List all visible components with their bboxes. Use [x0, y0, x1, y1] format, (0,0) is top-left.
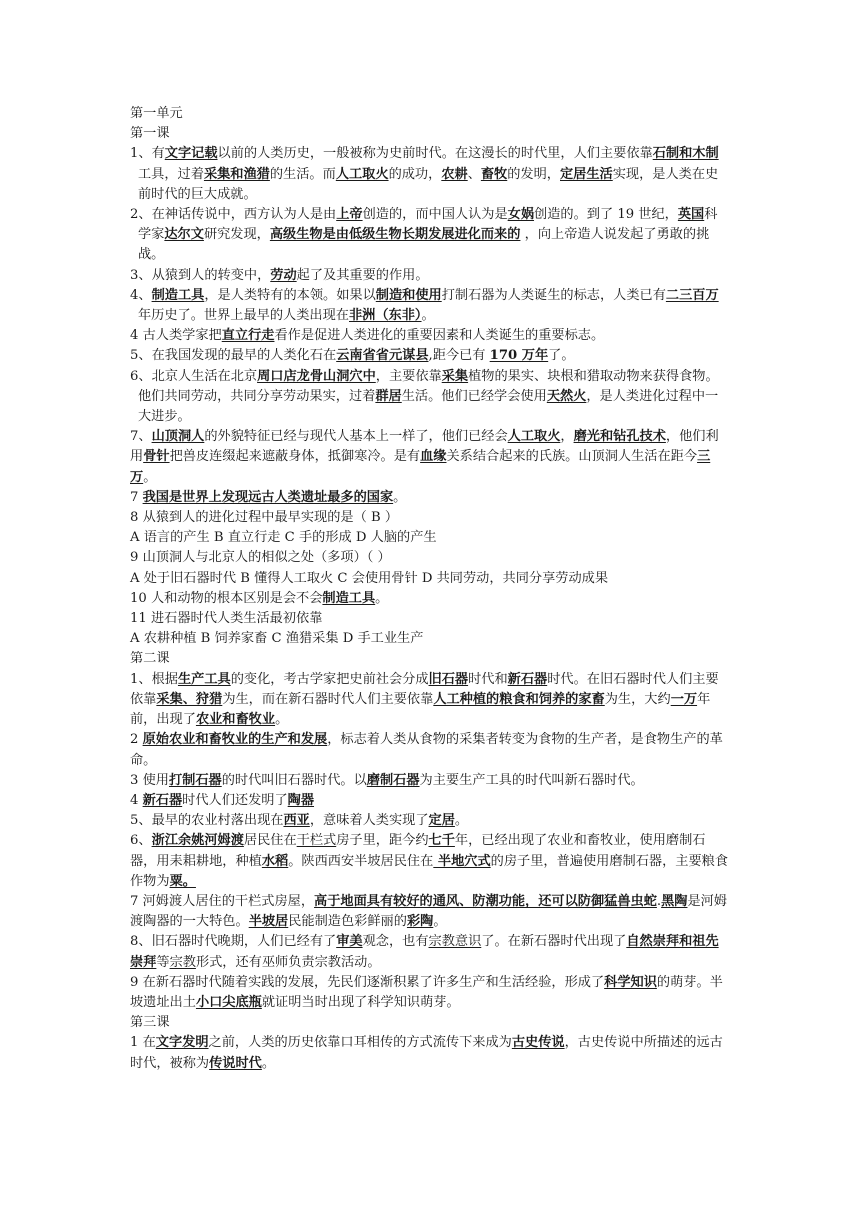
emphasized-text: 人工取火 [507, 429, 561, 445]
emphasized-text: 云南省省元谋县 [336, 348, 429, 364]
text-run: 的房子里，普遍使用磨制石器，主要粮食作物为 [130, 853, 729, 889]
emphasized-text: 血缘 [420, 449, 447, 465]
emphasized-text: 磨制石器 [366, 772, 420, 788]
text-run: 。 [393, 489, 407, 505]
emphasized-text: 畜牧 [480, 166, 508, 182]
text-run: 工具，过着 [138, 166, 204, 182]
emphasized-text: 新石器 [142, 792, 183, 808]
emphasized-text: 农耕 [441, 166, 468, 182]
emphasized-text: 人工取火 [335, 166, 389, 182]
emphasized-text: 高于地面具有较好的通风、防潮功能，还可以防御猛兽虫蛇 [314, 893, 657, 909]
paragraph [130, 1013, 730, 1033]
text-run: 。 [454, 813, 469, 829]
emphasized-text: 西亚 [283, 813, 310, 829]
emphasized-text: 天然火 [546, 388, 587, 404]
text-run: 起了及其重要的作用。 [296, 267, 429, 283]
paragraph [130, 1033, 730, 1073]
text-run: ,距今已有 [428, 348, 490, 364]
text-run: 第一课 [130, 126, 170, 142]
emphasized-text: 打制石器 [168, 772, 222, 788]
paragraph [130, 932, 730, 972]
text-run: 11 进石器时代人类生活最初依靠 [130, 611, 323, 627]
text-run: 。陕西西安半坡居民住在 [288, 853, 434, 869]
text-run: 民能制造色彩鲜丽的 [288, 914, 407, 930]
emphasized-text: 石制和木制 [652, 146, 719, 162]
emphasized-text: 群居 [375, 388, 402, 404]
text-run: 年历史了。世界上最早的人类出现在 [138, 308, 349, 324]
text-run: 关系结合起来的氏族。山顶洞人生活在距今 [446, 449, 698, 465]
paragraph [130, 569, 730, 589]
text-run: ， [560, 429, 574, 445]
emphasized-text: 科学知识 [604, 974, 657, 990]
text-run: A 农耕种植 B 饲养家畜 C 渔猎采集 D 手工业生产 [130, 631, 424, 647]
emphasized-text: 文字记载 [164, 146, 218, 162]
text-run: 1 在 [130, 1035, 156, 1051]
text-run: 时代和 [468, 671, 508, 687]
emphasized-text: 原始农业和畜牧业的生产和发展 [142, 732, 328, 748]
text-run: 9 在新石器时代随着实践的发展，先民们逐渐积累了许多生产和生活经验，形成了 [130, 974, 605, 990]
paragraph [130, 791, 730, 811]
emphasized-text: 磨光和钻孔技术 [573, 429, 666, 445]
text-run: 年，已经出现了农业和畜牧业，使用磨制石器，用耒耜耕地，种植 [130, 833, 706, 869]
emphasized-text: 劳动 [270, 267, 297, 283]
text-run: A 语言的产生 B 直立行走 C 手的形成 D 人脑的产生 [130, 530, 437, 546]
paragraph [130, 649, 730, 669]
text-run: 第二课 [130, 651, 170, 667]
text-run: 3、从猿到人的转变中， [130, 267, 271, 283]
text-run: 2 [130, 732, 143, 748]
paragraph [130, 508, 730, 528]
text-run: 观念，也有 [362, 934, 429, 950]
emphasized-text: 宗教意识 [428, 934, 482, 950]
text-run: 7 河姆渡人居住的干栏式房屋， [130, 893, 315, 909]
text-run: 是河姆渡陶器的一大特色。 [130, 893, 728, 930]
emphasized-text: 彩陶 [406, 914, 434, 930]
text-run: 8、旧石器时代晚期，人们已经有了 [130, 934, 337, 950]
emphasized-text: 一万 [670, 691, 698, 707]
text-run: 为生，大约 [604, 691, 671, 707]
emphasized-text: 传说时代 [209, 1055, 262, 1071]
text-run: 把兽皮连缀起来遮蔽身体，抵御寒冷。是有 [169, 449, 421, 465]
paragraph [130, 831, 730, 892]
text-run: A 处于旧石器时代 B 懂得人工取火 C 会使用骨针 D 共同劳动，共同分享劳动成果 [130, 570, 609, 586]
paragraph [130, 144, 730, 205]
emphasized-text: 宗教 [169, 954, 196, 970]
paragraph [130, 973, 730, 1013]
text-run: 生活。他们已经学会使用 [401, 388, 547, 404]
emphasized-text: 生产工具 [177, 671, 231, 687]
emphasized-text: 170 万年 [489, 348, 549, 364]
paragraph [130, 266, 730, 286]
emphasized-text: 我国是世界上发现远古人类遗址最多的国家 [142, 489, 394, 505]
emphasized-text: 采集、狩猎 [156, 691, 223, 707]
paragraph [130, 892, 730, 932]
text-run: 。 [143, 469, 157, 485]
text-run: 8 从猿到人的进化过程中最早实现的是（ B ） [130, 510, 399, 526]
text-run: 6、 [130, 833, 152, 849]
paragraph [130, 346, 730, 366]
paragraph [130, 205, 730, 266]
emphasized-text: 浙江余姚河姆渡 [151, 833, 244, 849]
text-run: 4、 [130, 287, 152, 303]
text-run: 10 人和动物的根本区别是会不会 [130, 590, 323, 606]
text-run: 实现，是人类在史前时代的巨大成就。 [138, 166, 719, 202]
text-run: 3 使用 [130, 772, 169, 788]
text-run: ，古史传说中所描述的远古时代，被称为 [130, 1035, 723, 1071]
text-run: ，是人类特有的本领。如果以 [204, 287, 376, 303]
text-run: 6、北京人生活在北京 [130, 368, 258, 384]
text-run: 形式，还有巫师负责宗教活动。 [195, 954, 381, 970]
text-run: 打制石器为人类诞生的标志，人类已有 [441, 287, 666, 303]
text-run: 。 [433, 914, 447, 930]
emphasized-text: 干栏式 [296, 833, 337, 849]
text-run: 1、有 [130, 146, 165, 162]
emphasized-text: 粟。 [169, 873, 196, 889]
emphasized-text: 农业和畜牧业 [195, 712, 276, 728]
emphasized-text: 周口店龙骨山洞穴中 [257, 368, 376, 384]
text-run: 。 [261, 1055, 276, 1071]
emphasized-text: 高级生物是由低级生物长期发展进化而来的 [269, 227, 521, 243]
emphasized-text: 骨针 [143, 449, 170, 465]
text-run: 的变化，考古学家把史前社会分成 [230, 671, 429, 687]
text-run: 看作是促进人类进化的重要因素和人类诞生的重要标志。 [274, 328, 605, 344]
text-run: 。 [275, 712, 289, 728]
text-run: 的时代叫旧石器时代。以 [221, 772, 367, 788]
text-run: 等 [156, 954, 170, 970]
text-run: 的生活。而 [269, 166, 336, 182]
emphasized-text: 自然崇拜和祖先崇拜 [130, 934, 719, 970]
text-run: 以前的人类历史，一般被称为史前时代。在这漫长的时代里，人们主要依靠 [217, 146, 653, 162]
text-run: 就证明当时出现了科学知识萌芽。 [261, 994, 460, 1010]
paragraph [130, 286, 730, 326]
emphasized-text: 黑陶 [661, 893, 688, 909]
emphasized-text: 定居 [428, 813, 455, 829]
emphasized-text: 山顶洞人 [151, 429, 205, 445]
emphasized-text: 直立行走 [221, 328, 275, 344]
text-run: ，意味着人类实现了 [309, 813, 429, 829]
paragraph [130, 104, 730, 124]
text-run: 了。在新石器时代出现了 [481, 934, 627, 950]
text-run: 为生，而在新石器时代人们主要依靠 [222, 691, 434, 707]
text-run: 的萌芽。半坡遗址出土 [130, 974, 723, 1010]
paragraph [130, 548, 730, 568]
emphasized-text: 文字发明 [155, 1035, 209, 1051]
paragraph [130, 326, 730, 346]
text-run: 时代。在旧石器时代人们主要依靠 [130, 671, 719, 707]
text-run: . [656, 893, 662, 909]
emphasized-text: 三万 [130, 449, 711, 485]
text-run: 科学家 [138, 207, 718, 243]
text-run: 时代人们还发明了 [182, 792, 288, 808]
text-run: 、 [467, 166, 481, 182]
paragraph [130, 670, 730, 731]
text-run: ，向上帝造人说发起了勇敢的挑战。 [138, 227, 710, 263]
text-run: 创造的。到了 19 世纪， [534, 207, 678, 223]
emphasized-text: 半地穴式 [433, 853, 491, 869]
paragraph [130, 609, 730, 629]
paragraph [130, 730, 730, 770]
paragraph [130, 427, 730, 488]
paragraph [130, 771, 730, 791]
paragraph [130, 589, 730, 609]
text-run: 2、在神话传说中，西方认为人是由 [130, 207, 337, 223]
emphasized-text: 女娲 [507, 207, 535, 223]
emphasized-text: 水稻 [261, 853, 289, 869]
text-run: 研究发现， [203, 227, 270, 243]
emphasized-text: 人工种植的粮食和饲养的家畜 [433, 691, 605, 707]
emphasized-text: 陶器 [287, 792, 315, 808]
emphasized-text: 制造和使用 [375, 287, 442, 303]
text-run: 。 [421, 308, 435, 324]
text-run: 5、在我国发现的最早的人类化石在 [130, 348, 337, 364]
emphasized-text: 上帝 [336, 207, 363, 223]
text-run: 之前，人类的历史依靠口耳相传的方式流传下来成为 [208, 1035, 512, 1051]
text-run: 4 [130, 792, 143, 808]
text-run: 的成功， [388, 166, 442, 182]
text-run: 7 [130, 489, 143, 505]
emphasized-text: 采集和渔猎 [203, 166, 270, 182]
text-run: 5、最早的农业村落出现在 [130, 813, 284, 829]
document-body [130, 104, 730, 1074]
text-run: 为主要生产工具的时代叫新石器时代。 [419, 772, 644, 788]
text-run: ，是人类进化过程中一大进步。 [138, 388, 719, 425]
paragraph [130, 528, 730, 548]
emphasized-text: 达尔文 [164, 227, 204, 243]
text-run: 7、 [130, 429, 152, 445]
emphasized-text: 七千 [428, 833, 455, 849]
text-run: 。 [375, 590, 389, 606]
text-run: 居民住在 [243, 833, 297, 849]
text-run: 9 山顶洞人与北京人的相似之处（多项）（ ） [130, 550, 391, 566]
text-run: 了。 [548, 348, 575, 364]
emphasized-text: 制造工具 [322, 590, 376, 606]
emphasized-text: 非洲（东非） [349, 308, 422, 324]
text-run: 房子里，距今约 [336, 833, 429, 849]
text-run: 植物的果实、块根和猎取动物来获得食物。他们共同劳动，共同分享劳动果实，过着 [138, 368, 719, 404]
emphasized-text: 英国 [677, 207, 705, 223]
text-run: 第三课 [130, 1015, 170, 1031]
emphasized-text: 旧石器 [428, 671, 469, 687]
emphasized-text: 小口尖底瓶 [195, 994, 262, 1010]
text-run: 第一单元 [130, 106, 183, 121]
text-run: 的发明， [507, 166, 560, 182]
emphasized-text: 新石器 [507, 671, 548, 687]
text-run: ，他们利用 [130, 429, 719, 465]
emphasized-text: 定居生活 [560, 166, 613, 182]
emphasized-text: 采集 [441, 368, 469, 384]
emphasized-text: 半坡居 [248, 914, 289, 930]
text-run: 创造的，而中国人认为是 [362, 207, 508, 223]
text-run: 的外貌特征已经与现代人基本上一样了，他们已经会 [204, 429, 508, 445]
paragraph [130, 488, 730, 508]
emphasized-text: 审美 [336, 934, 363, 950]
text-run: 1、根据 [130, 671, 178, 687]
emphasized-text: 古史传说 [511, 1035, 565, 1051]
text-run: ，标志着人类从食物的采集者转变为食物的生产者，是食物生产的革命。 [130, 732, 723, 768]
text-run: ，主要依靠 [375, 368, 442, 384]
paragraph [130, 124, 730, 144]
text-run: 年前，出现了 [130, 691, 711, 728]
paragraph [130, 367, 730, 428]
paragraph [130, 629, 730, 649]
emphasized-text: 二三百万 [665, 287, 719, 303]
paragraph [130, 811, 730, 831]
text-run: 4 古人类学家把 [130, 328, 222, 344]
emphasized-text: 制造工具 [151, 287, 205, 303]
